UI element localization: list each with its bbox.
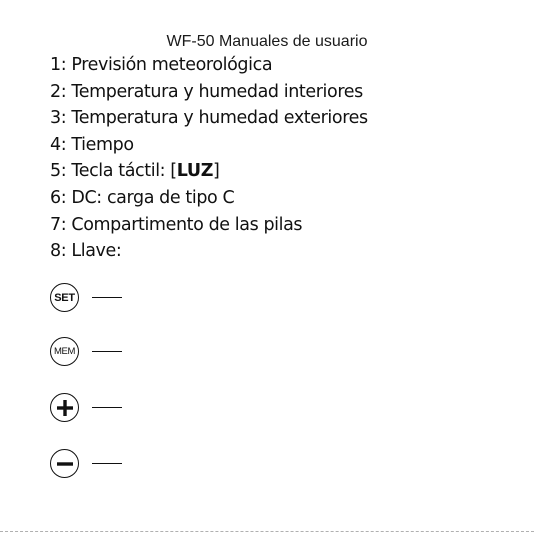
plus-icon (50, 393, 79, 422)
mem-key-label: MEM (54, 346, 75, 357)
mem-key-row (50, 337, 170, 369)
list-item: 4: Tiempo (50, 134, 134, 155)
leader-line (92, 407, 122, 408)
leader-line (92, 351, 122, 352)
page-edge-divider (0, 531, 534, 532)
minus-icon (50, 449, 79, 478)
leader-line (92, 463, 122, 464)
set-key-row (50, 283, 170, 315)
list-item: 7: Compartimento de las pilas (50, 214, 303, 235)
list-item: 5: Tecla táctil: [LUZ] (50, 161, 220, 182)
page-title: WF-50 Manuales de usuario (166, 33, 368, 50)
light-key-label: LUZ (176, 161, 213, 182)
set-key-icon (50, 283, 79, 312)
minus-key-row (50, 449, 170, 481)
list-item: 2: Temperatura y humedad interiores (50, 81, 363, 102)
list-item: 6: DC: carga de tipo C (50, 187, 235, 208)
set-key-label: SET (54, 291, 75, 304)
list-item: 3: Temperatura y humedad exteriores (50, 108, 368, 129)
plus-key-row (50, 393, 170, 425)
list-item: 1: Previsión meteorológica (50, 55, 273, 75)
list-item: 8: Llave: (50, 241, 122, 262)
leader-line (92, 297, 122, 298)
legend-list (50, 52, 368, 265)
mem-key-icon (50, 337, 79, 366)
